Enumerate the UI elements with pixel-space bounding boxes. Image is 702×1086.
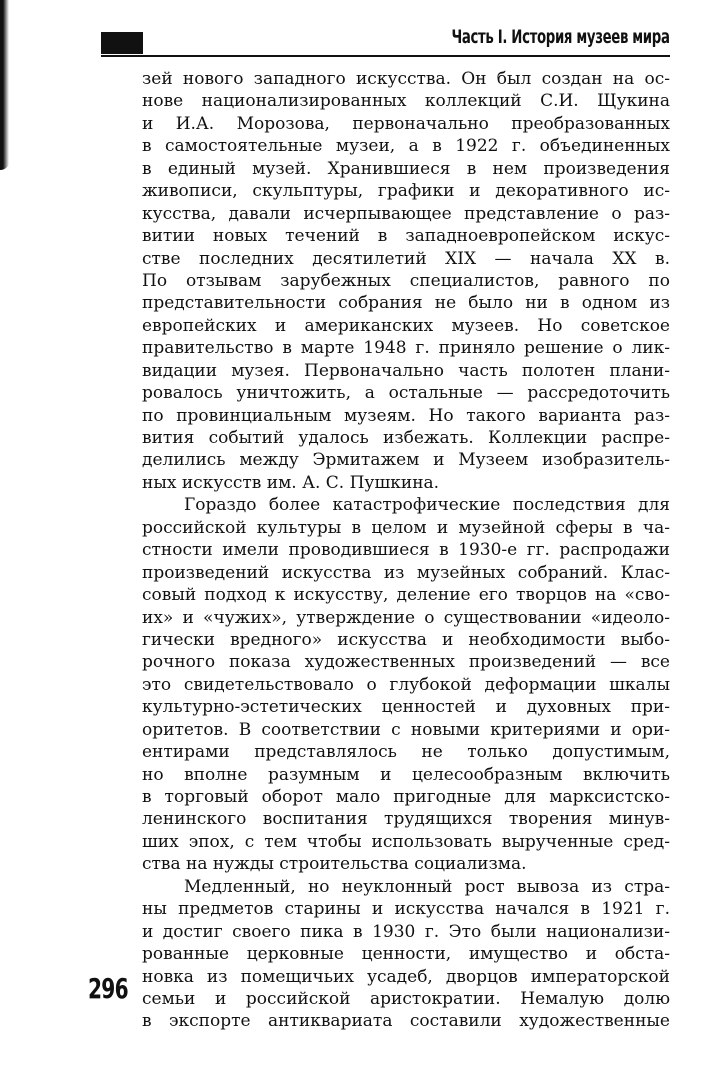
text-line: это свидетельствовало о глубокой деформации шкалы (142, 674, 670, 695)
text-line: делились между Эрмитажем и Музеем изобразитель- (142, 450, 670, 471)
text-line: семьи и российской аристократии. Немалую долю (142, 988, 670, 1009)
running-header: Часть I. История музеев мира (451, 26, 670, 48)
text-line: представительности собрания не было ни в одном из (142, 293, 670, 314)
text-line: произведений искусства из музейных собраний. Клас- (142, 562, 670, 583)
text-line: живописи, скульптуры, графики и декоративного ис- (142, 181, 670, 202)
text-line: Гораздо более катастрофические последствия для (184, 495, 670, 516)
paragraph-1 (142, 68, 670, 494)
text-line: рованные церковные ценности, имущество и обста- (142, 944, 670, 965)
text-line: зей нового западного искусства. Он был создан на ос- (142, 69, 670, 89)
text-line: стности имели проводившиеся в 1930-е гг. распродажи (142, 540, 670, 561)
text-line: культурно-эстетических ценностей и духовных при- (142, 697, 670, 718)
paragraph-3 (142, 876, 670, 1033)
text-line: и достиг своего пика в 1930 г. Это были национализи- (142, 921, 670, 942)
text-line: ровалось уничтожить, а остальные — рассредоточить (142, 383, 670, 404)
text-line: кусства, давали исчерпывающее представление о раз- (142, 203, 670, 224)
text-line: ных искусств им. А. С. Пушкина. (142, 472, 440, 493)
text-line: европейских и американских музеев. Но советское (142, 315, 670, 336)
text-line: витии новых течений в западноевропейском искус- (142, 226, 670, 247)
text-line: Медленный, но неуклонный рост вывоза из стра- (184, 876, 670, 897)
text-line: совый подход к искусству, деление его творцов на «сво- (142, 585, 670, 606)
text-line: оритетов. В соответствии с новыми критериями и ори- (142, 719, 670, 740)
text-line: стве последних десятилетий XIX — начала XX в. (142, 248, 670, 269)
text-line: в единый музей. Хранившиеся в нем произведения (142, 158, 670, 179)
text-line: рочного показа художественных произведений — все (142, 652, 670, 673)
header-marker-block (101, 32, 143, 54)
text-line: ленинского воспитания трудящихся творения минув- (142, 809, 670, 830)
scan-edge-shadow (0, 0, 10, 170)
text-line: и И.А. Морозова, первоначально преобразованных (142, 113, 670, 134)
text-line: в торговый оборот мало пригодные для марксистско- (142, 787, 670, 807)
text-line: ентирами представлялось не только допустимым, (142, 742, 670, 763)
text-line: российской культуры в целом и музейной сферы в ча- (142, 517, 670, 538)
text-line: но вполне разумным и целесообразным включить (142, 764, 670, 785)
text-line: вития событий удалось избежать. Коллекции распре- (142, 428, 670, 448)
text-line: в самостоятельные музеи, а в 1922 г. объединенных (142, 136, 670, 157)
paragraph-2 (142, 494, 670, 875)
text-line: правительство в марте 1948 г. приняло решение о лик- (142, 338, 670, 359)
text-line: ны предметов старины и искусства начался в 1921 г. (142, 899, 670, 920)
text-line: видации музея. Первоначально часть полотен плани- (142, 360, 670, 381)
page-body (142, 68, 670, 1033)
text-line: в экспорте антиквариата составили художественные (142, 1011, 670, 1032)
text-line: их» и «чужих», утверждение о существовании «идеоло- (142, 607, 670, 628)
text-line: гически вредного» искусства и необходимости выбо- (142, 629, 670, 650)
text-line: новка из помещичьих усадеб, дворцов императорской (142, 966, 670, 987)
text-line: по провинциальным музеям. Но такого варианта раз- (142, 405, 670, 426)
header-rule (101, 55, 670, 57)
text-line: ших эпох, с тем чтобы использовать вырученные сред- (142, 831, 670, 852)
text-line: нове национализированных коллекций С.И. Щукина (142, 91, 670, 112)
text-line: ства на нужды строительства социализма. (142, 854, 527, 875)
page-number: 296 (88, 972, 128, 1005)
text-line: По отзывам зарубежных специалистов, равного по (142, 270, 670, 291)
